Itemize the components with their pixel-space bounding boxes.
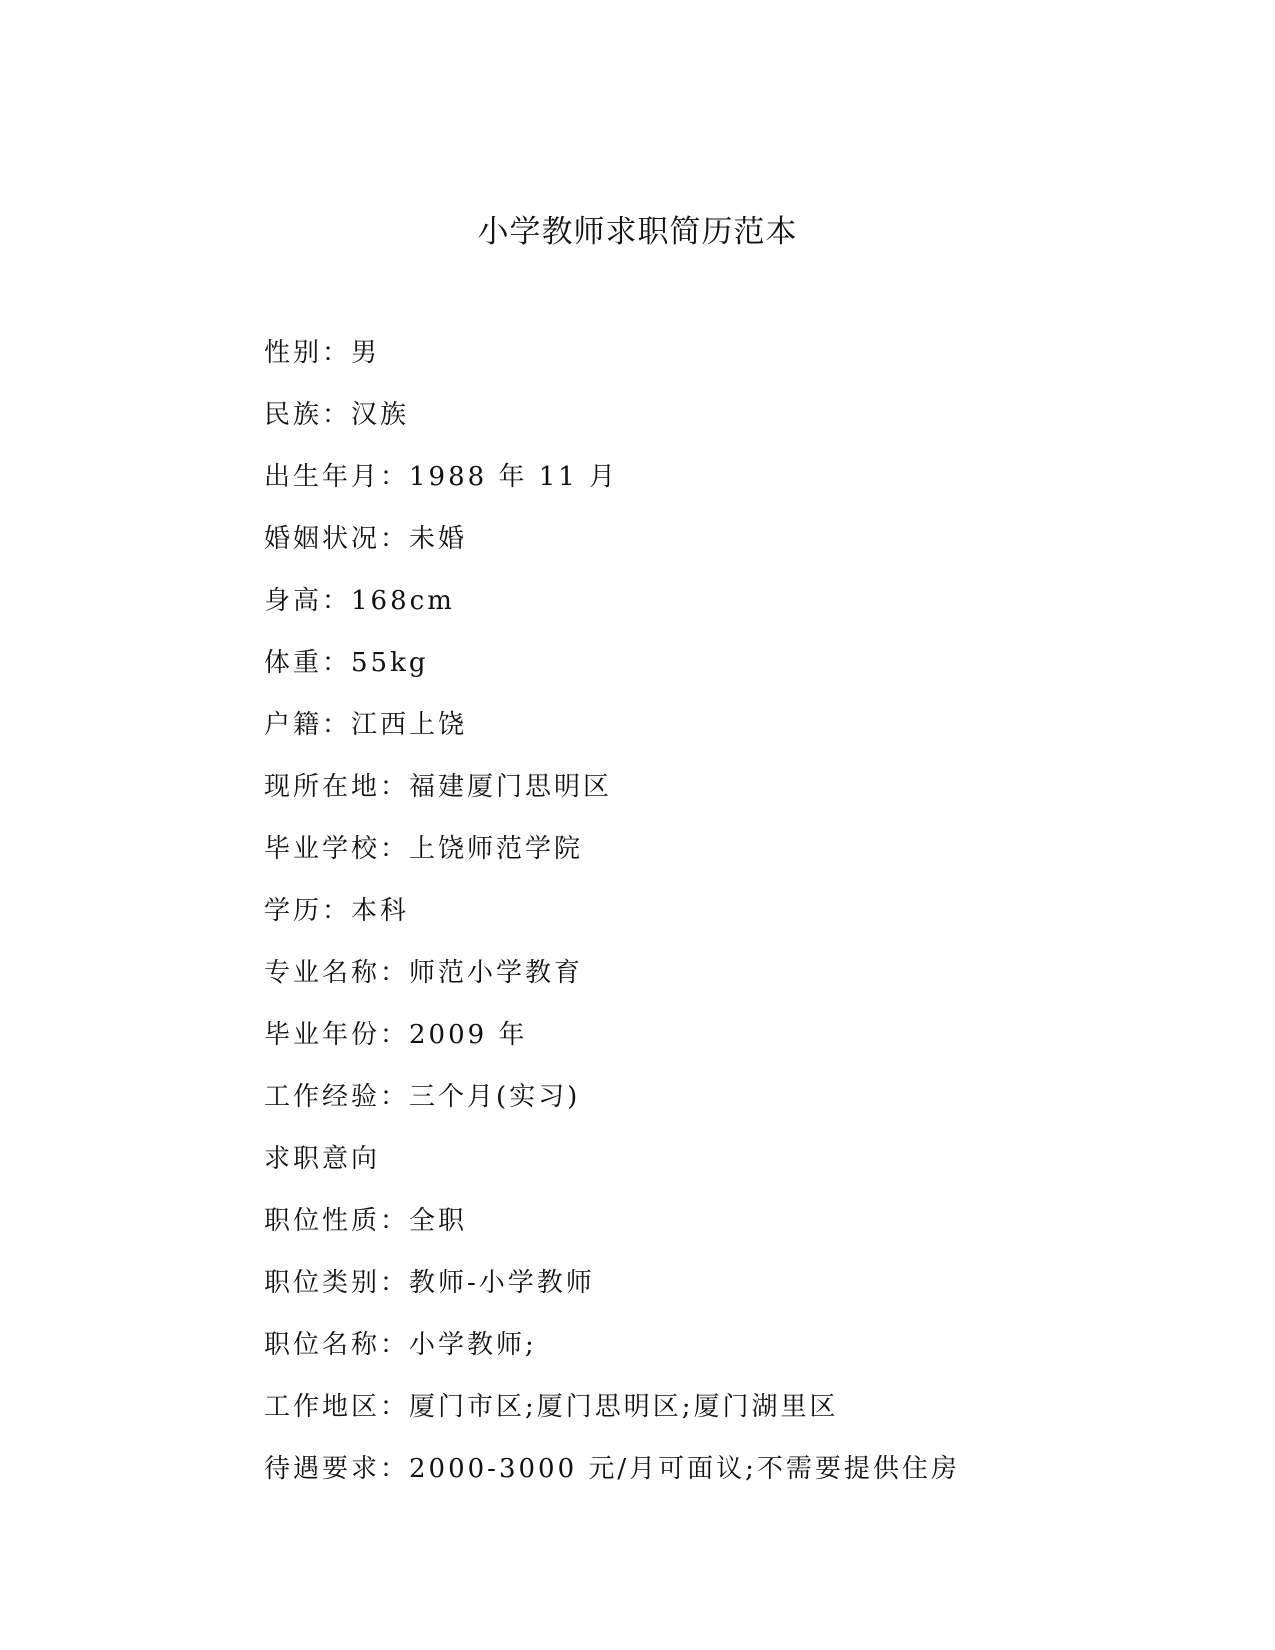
line-education: 学历：本科: [264, 896, 410, 926]
line-job-title: 职位名称：小学教师;: [264, 1330, 537, 1360]
line-work-area: 工作地区：厦门市区;厦门思明区;厦门湖里区: [264, 1392, 839, 1422]
line-household-registration: 户籍：江西上饶: [264, 710, 468, 740]
section-job-intention: 求职意向: [264, 1144, 381, 1174]
line-job-type: 职位性质：全职: [264, 1206, 468, 1236]
line-current-location: 现所在地：福建厦门思明区: [264, 772, 613, 802]
line-job-category: 职位类别：教师-小学教师: [264, 1268, 595, 1298]
line-ethnicity: 民族：汉族: [264, 400, 410, 430]
line-height: 身高：168cm: [264, 586, 455, 616]
line-weight: 体重：55kg: [264, 648, 429, 678]
line-salary-requirement: 待遇要求：2000-3000 元/月可面议;不需要提供住房: [264, 1454, 960, 1484]
document-title: 小学教师求职简历范本: [477, 214, 798, 250]
line-gender: 性别：男: [264, 338, 381, 368]
line-birth-date: 出生年月：1988 年 11 月: [264, 462, 619, 492]
line-marital-status: 婚姻状况：未婚: [264, 524, 468, 554]
line-graduated-school: 毕业学校：上饶师范学院: [264, 834, 584, 864]
line-work-experience: 工作经验：三个月(实习): [264, 1082, 581, 1112]
line-major: 专业名称：师范小学教育: [264, 958, 584, 988]
resume-body: [264, 333, 1164, 1511]
line-graduation-year: 毕业年份：2009 年: [264, 1020, 528, 1050]
